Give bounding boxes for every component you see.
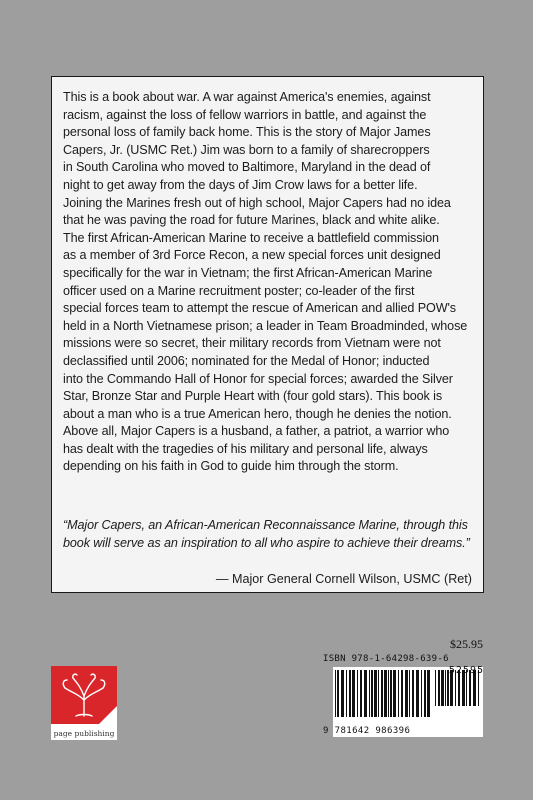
barcode-bar	[438, 670, 440, 706]
barcode-bar	[412, 670, 414, 717]
quote-attribution: — Major General Cornell Wilson, USMC (Ret)	[215, 572, 472, 586]
description-line: about a man who is a true American hero, though he denies the notion.	[63, 406, 452, 421]
barcode-bar	[337, 670, 339, 717]
quote-line: “Major Capers, an African-American Reconnaissance Marine, through this	[63, 518, 468, 532]
barcode-bar	[401, 670, 403, 717]
barcode-bar	[435, 670, 436, 706]
barcode-bar	[349, 670, 351, 717]
tree-icon	[51, 666, 117, 724]
barcode-bar	[416, 670, 419, 717]
endorsement-quote	[63, 517, 475, 552]
barcode-bar	[360, 670, 362, 717]
barcode-bar	[364, 670, 367, 717]
description-line: in South Carolina who moved to Baltimore, Maryland in the dead of	[63, 160, 431, 175]
description-line: declassified until 2006; nominated for the Medal of Honor; inducted	[63, 353, 430, 368]
description-line: into the Commando Hall of Honor for special forces; awarded the Silver	[63, 371, 453, 386]
barcode-bar	[441, 670, 444, 706]
description-line: This is a book about war. A war against America's enemies, against	[63, 90, 431, 104]
description-line: night to get away from the days of Jim Crow laws for a better life.	[63, 177, 418, 192]
barcode-bar	[346, 670, 347, 717]
description-line: Star, Bronze Star and Purple Heart with (four gold stars). This book is	[63, 389, 443, 404]
barcode-bar	[409, 670, 410, 717]
barcode-bar	[352, 670, 355, 717]
barcode-bar	[405, 670, 408, 717]
description-line: The first African-American Marine to receive a battlefield commission	[63, 230, 439, 245]
description-line: as a member of 3rd Force Recon, a new special forces unit designed	[63, 248, 441, 263]
barcode-bar	[421, 670, 422, 717]
barcode-bar	[371, 670, 373, 717]
description-line: Above all, Major Capers is a husband, a father, a patriot, a warrior who	[63, 424, 450, 439]
publisher-logo-emblem	[51, 666, 117, 724]
isbn-label: ISBN 978-1-64298-639-6	[323, 654, 449, 664]
barcode-bar	[341, 670, 344, 717]
book-description	[63, 89, 475, 476]
barcode-bar	[388, 670, 389, 717]
description-line: officer used on a Marine recruitment poster; co-leader of the first	[63, 283, 415, 298]
barcode-bar	[381, 670, 383, 717]
barcode-bar	[378, 670, 379, 717]
description-line: Joining the Marines fresh out of high school, Major Capers had no idea	[63, 195, 451, 210]
barcode-bar	[427, 670, 430, 717]
description-frame	[51, 76, 484, 593]
description-line: depending on his faith in God to guide him through the storm.	[63, 459, 399, 474]
price-label: $25.95	[450, 637, 483, 651]
barcode-bar	[390, 670, 392, 717]
barcode-bar	[335, 670, 336, 717]
isbn-barcode-block	[323, 637, 484, 737]
price-code: 52595	[448, 665, 484, 676]
barcode-bar	[445, 670, 446, 706]
barcode-bar	[374, 670, 377, 717]
isbn-digits: 9 781642 986396	[323, 726, 411, 736]
description-line: racism, against the loss of fellow warriors in battle, and against the	[63, 107, 427, 122]
barcode-bar	[398, 670, 399, 717]
publisher-logo	[51, 666, 117, 740]
description-line: special forces team to attempt the rescue of American and allied POW's	[63, 301, 456, 316]
description-line: specifically for the war in Vietnam; the first African-American Marine	[63, 265, 433, 280]
quote-line: book will serve as an inspiration to all who aspire to achieve their dreams.”	[63, 535, 470, 550]
barcode-bar	[424, 670, 426, 717]
barcode-bar	[357, 670, 358, 717]
description-line: held in a North Vietnamese prison; a leader in Team Broadminded, whose	[63, 318, 468, 333]
description-line: that he was paving the road for future Marines, black and white alike.	[63, 213, 440, 228]
barcode-bar	[369, 670, 370, 717]
description-line: missions were so secret, their military records from Vietnam were not	[63, 336, 441, 351]
barcode-bar	[384, 670, 387, 717]
barcode-bar	[393, 670, 396, 717]
publisher-name: page publishing	[53, 729, 115, 738]
description-line: has dealt with the tragedies of his military and personal life, always	[63, 441, 428, 456]
description-line: personal loss of family back home. This is the story of Major James	[63, 125, 431, 140]
description-line: Capers, Jr. (USMC Ret.) Jim was born to a family of sharecroppers	[63, 142, 430, 157]
